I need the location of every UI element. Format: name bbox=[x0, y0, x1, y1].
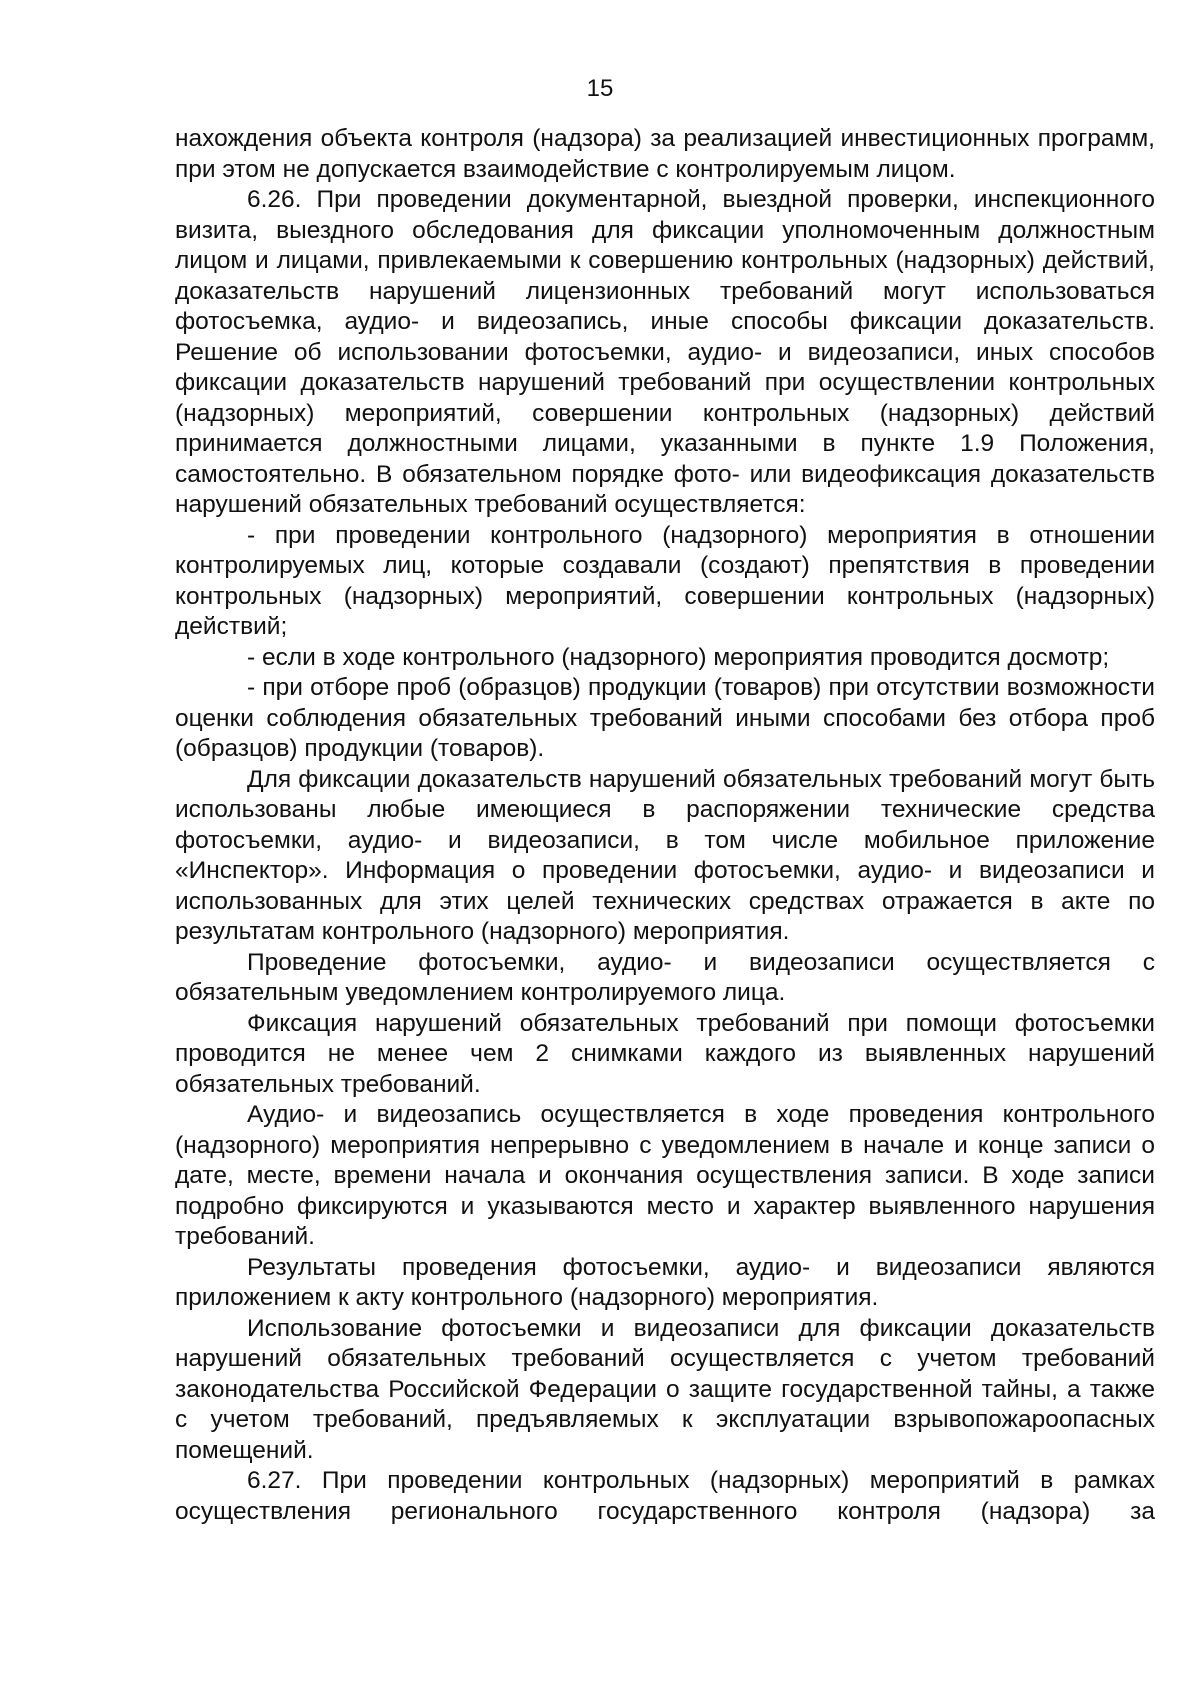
paragraph: Результаты проведения фотосъемки, аудио- и видеозаписи являются приложением к акту контрольного (надзорного) мероприятия. bbox=[175, 1253, 1155, 1311]
list-item: - при проведении контрольного (надзорного) мероприятия в отношении контролируемых лиц, которые создавали (создают) препятствия в проведении контрольных (надзорных) мероприятий, совершении контрольных (надзорных) действий; bbox=[175, 521, 1155, 640]
list-item: - если в ходе контрольного (надзорного) мероприятия проводится досмотр; bbox=[247, 643, 1110, 671]
document-body bbox=[175, 124, 1155, 1527]
list-item: - при отборе проб (образцов) продукции (товаров) при отсутствии возможности оценки соблюдения обязательных требований иными способами без отбора проб (образцов) продукции (товаров). bbox=[175, 674, 1155, 762]
page-number: 15 bbox=[586, 75, 614, 102]
paragraph: Аудио- и видеозапись осуществляется в ходе проведения контрольного (надзорного) мероприятия непрерывно с уведомлением в начале и конце записи о дате, месте, времени начала и окончания осуществления записи. В ходе записи подробно фиксируются и указываются место и характер выявленного нарушения требований. bbox=[175, 1101, 1155, 1250]
paragraph-6-26: 6.26. При проведении документарной, выездной проверки, инспекционного визита, выездного обследования для фиксации уполномоченным должностным лицом и лицами, привлекаемыми к совершению контрольных (надзорных) действий, доказательств нарушений лицензионных требований могут использоваться фотосъемка, аудио- и видеозапись, иные способы фиксации доказательств. Решение об использовании фотосъемки, аудио- и видеозаписи, иных способов фиксации доказательств нарушений требований при осуществлении контрольных (надзорных) мероприятий, совершении контрольных (надзорных) действий принимается должностными лицами, указанными в пункте 1.9 Положения, самостоятельно. В обязательном порядке фото- или видеофиксация доказательств нарушений обязательных требований осуществляется: bbox=[175, 186, 1155, 518]
paragraph: Фиксация нарушений обязательных требований при помощи фотосъемки проводится не менее чем 2 снимками каждого из выявленных нарушений обязательных требований. bbox=[175, 1009, 1155, 1098]
paragraph-6-27: 6.27. При проведении контрольных (надзорных) мероприятий в рамках осуществления регионального государственного контроля (надзора) за bbox=[175, 1467, 1155, 1525]
paragraph: нахождения объекта контроля (надзора) за реализацией инвестиционных программ, при этом не допускается взаимодействие с контролируемым лицом. bbox=[175, 125, 1155, 183]
paragraph: Для фиксации доказательств нарушений обязательных требований могут быть использованы любые имеющиеся в распоряжении технические средства фотосъемки, аудио- и видеозаписи, в том числе мобильное приложение «Инспектор». Информация о проведении фотосъемки, аудио- и видеозаписи и использованных для этих целей технических средствах отражается в акте по результатам контрольного (надзорного) мероприятия. bbox=[175, 765, 1155, 945]
paragraph: Проведение фотосъемки, аудио- и видеозаписи осуществляется с обязательным уведомлением контролируемого лица. bbox=[175, 948, 1155, 1006]
paragraph: Использование фотосъемки и видеозаписи для фиксации доказательств нарушений обязательных требований осуществляется с учетом требований законодательства Российской Федерации о защите государственной тайны, а также с учетом требований, предъявляемых к эксплуатации взрывопожароопасных помещений. bbox=[175, 1314, 1155, 1464]
